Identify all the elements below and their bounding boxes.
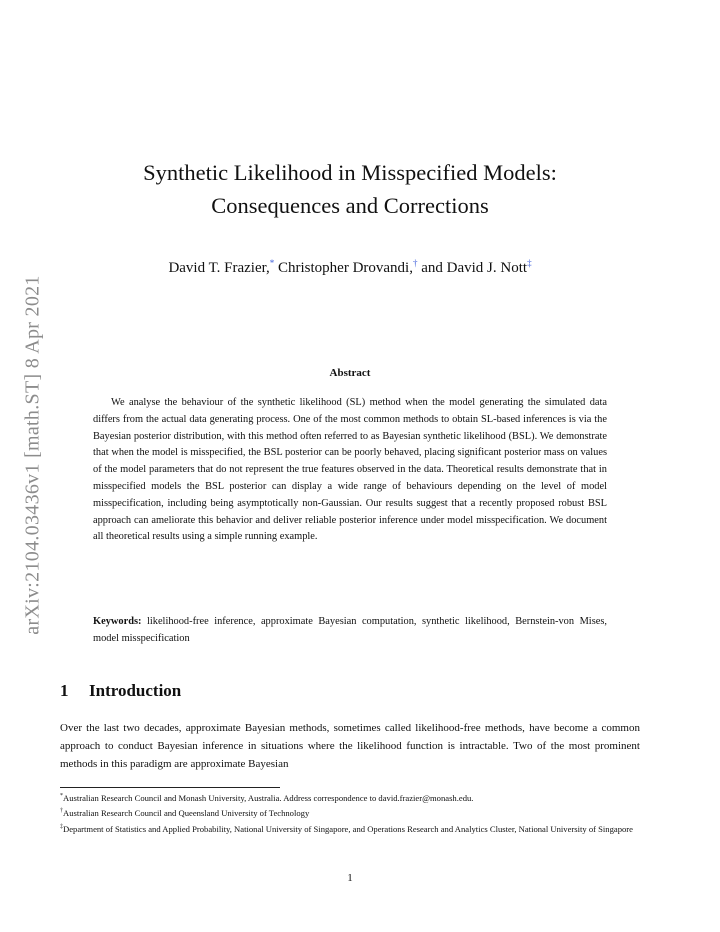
author-3: and David J. Nott	[417, 260, 528, 276]
footnote-3	[60, 821, 650, 836]
footnotes	[60, 790, 650, 836]
footnote-1	[60, 790, 650, 805]
footnote-1-mark: *	[60, 793, 63, 799]
footnote-1-text: Australian Research Council and Monash University, Australia. Address correspondence to david.frazier@monash.edu.	[63, 792, 474, 803]
author-1-footnote-mark[interactable]: *	[269, 258, 275, 268]
author-list	[60, 253, 640, 278]
paper-title	[60, 156, 640, 222]
author-3-footnote-mark[interactable]: ‡	[527, 258, 532, 268]
section-heading	[60, 681, 181, 701]
author-1: David T. Frazier,	[168, 260, 270, 276]
section-title: Introduction	[89, 681, 182, 700]
footnote-rule	[60, 787, 280, 788]
intro-paragraph: Over the last two decades, approximate Bayesian methods, sometimes called likelihood-free methods, have become a common approach to conduct Bayesian inference in situations where the likelihood function is intractable. Two of the most prominent methods in this paradigm are approximate Bayesian	[60, 722, 640, 770]
keywords-text: likelihood-free inference, approximate Bayesian computation, synthetic likelihood, Bernstein-von Mises, model misspecification	[93, 616, 607, 644]
abstract-body: We analyse the behaviour of the synthetic likelihood (SL) method when the model generating the simulated data differs from the actual data generating process. One of the most common methods to obtain SL-based inferences is via the Bayesian posterior distribution, with this method often referred to as Bayesian synthetic likelihood (BSL). We demonstrate that when the model is misspecified, the BSL posterior can be poorly behaved, placing significant posterior mass on values of the model parameters that do not represent the true features observed in the data. Theoretical results demonstrate that in misspecified models the BSL posterior can display a wide range of behaviours depending on the level of model misspecification, including being asymptotically non-Gaussian. Our results suggest that a recently proposed robust BSL approach can ameliorate this behavior and deliver reliable posterior inference under model misspecification. We document all theoretical results using a simple running example.	[93, 397, 607, 543]
footnote-3-text: Department of Statistics and Applied Probability, National University of Singapore, and Operations Research and Analytics Cluster, National University of Singapore	[63, 823, 633, 834]
author-2: Christopher Drovandi,	[274, 260, 413, 276]
arxiv-stamp-text: arXiv:2104.03436v1 [math.ST] 8 Apr 2021	[21, 275, 44, 635]
footnote-2	[60, 805, 650, 820]
footnote-2-mark: †	[60, 808, 63, 815]
abstract-heading: Abstract	[329, 367, 371, 379]
keywords	[93, 614, 607, 648]
footnote-2-text: Australian Research Council and Queensland University of Technology	[63, 808, 310, 819]
title-line-1: Synthetic Likelihood in Misspecified Models:	[143, 160, 557, 185]
footnote-3-mark: ‡	[60, 823, 63, 830]
title-line-2: Consequences and Corrections	[211, 193, 489, 218]
keywords-label: Keywords:	[93, 616, 142, 627]
section-number: 1	[60, 681, 69, 700]
arxiv-stamp	[22, 240, 44, 670]
author-2-footnote-mark[interactable]: †	[412, 258, 418, 268]
page-number: 1	[347, 872, 353, 884]
